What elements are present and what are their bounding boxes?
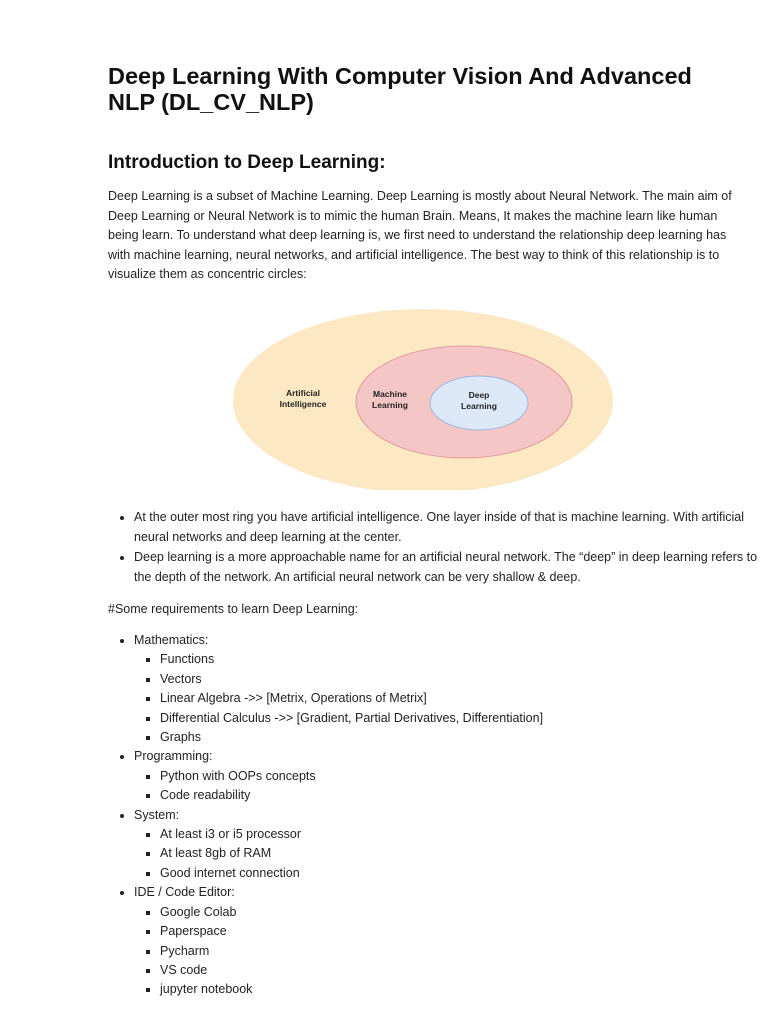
requirement-category [134, 631, 764, 747]
list-item: ▪ Python with OOPs concepts [160, 767, 764, 786]
requirement-subitems [134, 767, 764, 806]
list-item: ▪ VS code [160, 961, 764, 980]
requirement-subitems [134, 903, 764, 1000]
list-item: ▪ Good internet connection [160, 864, 764, 883]
requirement-category [134, 883, 764, 999]
list-item: ▪ At least 8gb of RAM [160, 844, 764, 863]
intro-paragraph: Deep Learning is a subset of Machine Learning. Deep Learning is mostly about Neural Network. The main aim of Deep Learning or Neural Network is to mimic the human Brain. Means, It makes the machine learn like human being learn. To understand what deep learning is, we first need to understand the relationship deep learning has with machine learning, neural networks, and artificial intelligence. The best way to think of this relationship is to visualize them as concentric circles: [108, 189, 732, 281]
requirement-category [134, 806, 764, 884]
list-item: ▪ Vectors [160, 670, 764, 689]
concentric-circles-diagram [233, 296, 618, 490]
list-item: • Deep learning is a more approachable name for an artificial neural network. The “deep” in deep learning refers to the depth of the network. An artificial neural network can be very shallow & deep. [134, 548, 764, 587]
list-item: • At the outer most ring you have artificial intelligence. One layer inside of that is machine learning. With artificial neural networks and deep learning at the center. [134, 508, 764, 547]
list-item: ▪ Code readability [160, 786, 764, 805]
category-label: System: [134, 807, 180, 822]
list-item: ▪ Graphs [160, 728, 764, 747]
ml-label-line1: Machine [372, 389, 408, 399]
ai-label-line2: Intelligence [279, 399, 327, 409]
list-item: ▪ jupyter notebook [160, 980, 764, 999]
ml-label-line2: Learning [372, 400, 408, 410]
ai-label-line1: Artificial [285, 388, 321, 398]
list-item: ▪ Paperspace [160, 922, 764, 941]
requirement-category [134, 747, 764, 805]
requirements-list [108, 631, 764, 1000]
explanation-bullets [108, 508, 764, 588]
list-item: ▪ Linear Algebra ->> [Metrix, Operations of Metrix] [160, 689, 764, 708]
page-title: Deep Learning With Computer Vision And Advanced NLP (DL_CV_NLP) [108, 63, 692, 115]
category-label: IDE / Code Editor: [134, 885, 235, 900]
dl-label-line2: Learning [461, 401, 497, 411]
category-label: Mathematics: [134, 633, 209, 647]
section-heading: Introduction to Deep Learning: [108, 152, 386, 173]
requirement-subitems [134, 650, 764, 747]
list-item: ▪ Differential Calculus ->> [Gradient, Partial Derivatives, Differentiation] [160, 709, 764, 728]
dl-label-line1: Deep [468, 390, 490, 400]
list-item: ▪ Functions [160, 650, 764, 669]
list-item: ▪ Pycharm [160, 942, 764, 961]
category-label: Programming: [134, 749, 213, 764]
list-item: ▪ At least i3 or i5 processor [160, 825, 764, 844]
requirements-heading: #Some requirements to learn Deep Learning: [108, 602, 359, 616]
list-item: ▪ Google Colab [160, 903, 764, 922]
requirement-subitems [134, 825, 764, 883]
